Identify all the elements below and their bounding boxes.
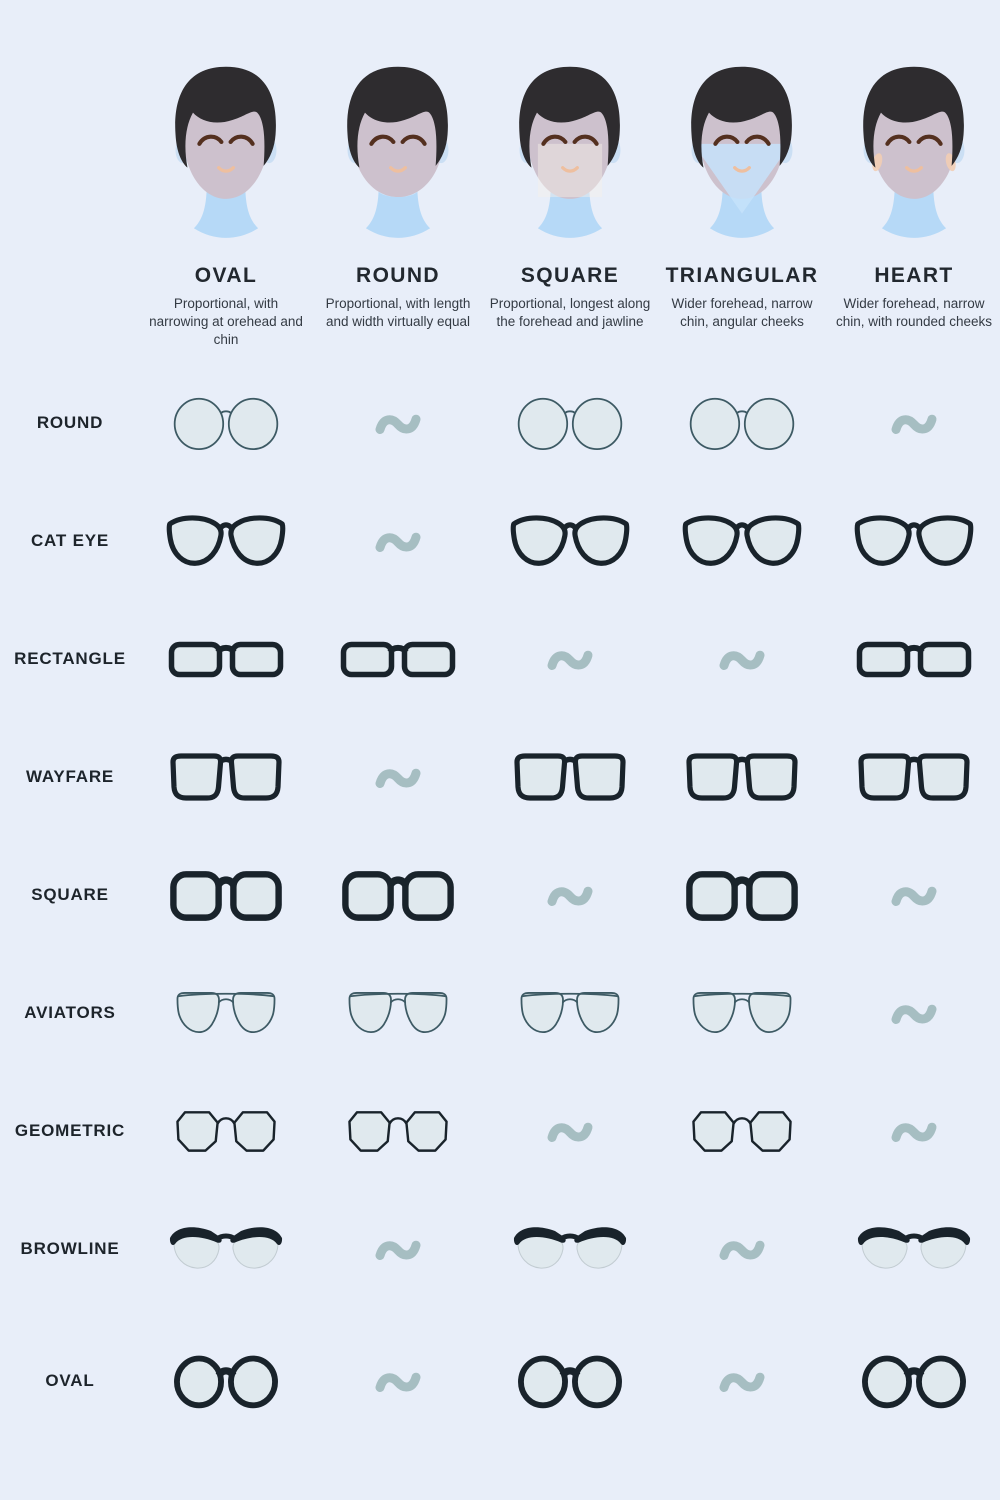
frame-row-wayfare: [0, 718, 1000, 836]
face-shape-description: Wider forehead, narrow chin, angular cheeks: [671, 296, 813, 329]
compatibility-cell: [484, 880, 656, 911]
oval-glasses-icon: [172, 1350, 280, 1412]
tilde-squiggle-icon: [890, 998, 938, 1029]
heart-face-icon: [836, 50, 992, 256]
face-shape-name: HEART: [874, 264, 954, 287]
face-shape-column-square: [484, 50, 656, 348]
compatibility-matrix: [0, 364, 1000, 1440]
face-shape-column-triangular: [656, 50, 828, 348]
frame-type-label: BROWLINE: [20, 1239, 120, 1259]
round-glasses-icon: [686, 392, 798, 454]
compatibility-cell: [312, 982, 484, 1044]
oval-face-icon: [148, 50, 304, 256]
frame-type-label: GEOMETRIC: [14, 1121, 126, 1141]
tilde-squiggle-icon: [718, 1366, 766, 1397]
face-shape-column-round: [312, 50, 484, 348]
face-shape-name: OVAL: [194, 264, 258, 287]
wayfare-glasses-icon: [509, 745, 631, 809]
face-shape-description: Wider forehead, narrow chin, with rounded cheeks: [835, 296, 993, 329]
frame-row-oval: [0, 1322, 1000, 1440]
frame-row-browline: [0, 1190, 1000, 1308]
compatibility-cell: [140, 745, 312, 809]
rectangle-glasses-icon: [337, 627, 459, 691]
compatibility-cell: [484, 745, 656, 809]
frame-type-label: OVAL: [45, 1371, 95, 1391]
cat-eye-glasses-icon: [679, 508, 805, 574]
frame-row-geometric: [0, 1072, 1000, 1190]
aviators-glasses-icon: [170, 982, 282, 1044]
compatibility-cell: [140, 1350, 312, 1412]
compatibility-cell: [312, 862, 484, 928]
face-shape-description: Proportional, with length and width virtually equal: [325, 296, 471, 329]
oval-glasses-icon: [516, 1350, 624, 1412]
browline-glasses-icon: [507, 1217, 633, 1281]
compatibility-cell: [312, 1366, 484, 1397]
compatibility-cell: [828, 998, 1000, 1029]
face-shapes-header: [0, 0, 1000, 348]
tilde-squiggle-icon: [374, 526, 422, 557]
tilde-squiggle-icon: [374, 1234, 422, 1265]
compatibility-cell: [828, 1116, 1000, 1147]
tilde-squiggle-icon: [546, 880, 594, 911]
tilde-squiggle-icon: [374, 408, 422, 439]
compatibility-cell: [140, 392, 312, 454]
frame-row-rectangle: [0, 600, 1000, 718]
face-shape-description: Proportional, longest along the forehead and jawline: [489, 296, 651, 329]
compatibility-cell: [484, 644, 656, 675]
frame-type-label: ROUND: [36, 413, 104, 433]
face-shape-name: TRIANGULAR: [665, 264, 819, 287]
browline-glasses-icon: [163, 1217, 289, 1281]
compatibility-cell: [140, 982, 312, 1044]
tilde-squiggle-icon: [718, 644, 766, 675]
frame-type-label: RECTANGLE: [14, 649, 126, 669]
aviators-glasses-icon: [686, 982, 798, 1044]
tilde-squiggle-icon: [890, 408, 938, 439]
geometric-glasses-icon: [686, 1100, 798, 1162]
face-shape-description: Proportional, with narrowing at orehead and chin: [149, 296, 303, 347]
compatibility-cell: [140, 508, 312, 574]
cat-eye-glasses-icon: [507, 508, 633, 574]
compatibility-cell: [828, 745, 1000, 809]
frame-type-label: CAT EYE: [30, 531, 110, 551]
compatibility-cell: [656, 1100, 828, 1162]
round-glasses-icon: [170, 392, 282, 454]
geometric-glasses-icon: [170, 1100, 282, 1162]
oval-glasses-icon: [860, 1350, 968, 1412]
face-shape-name: SQUARE: [520, 264, 620, 287]
compatibility-cell: [484, 392, 656, 454]
compatibility-cell: [656, 745, 828, 809]
frame-row-round: [0, 364, 1000, 482]
compatibility-cell: [312, 526, 484, 557]
header-spacer: [0, 50, 140, 348]
compatibility-cell: [828, 627, 1000, 691]
frame-row-cat-eye: [0, 482, 1000, 600]
compatibility-cell: [828, 408, 1000, 439]
compatibility-cell: [140, 1217, 312, 1281]
square-glasses-icon: [339, 862, 457, 928]
compatibility-cell: [312, 1100, 484, 1162]
tilde-squiggle-icon: [374, 1366, 422, 1397]
frame-row-aviators: [0, 954, 1000, 1072]
compatibility-cell: [828, 1217, 1000, 1281]
square-glasses-icon: [683, 862, 801, 928]
compatibility-cell: [484, 1116, 656, 1147]
compatibility-cell: [656, 862, 828, 928]
compatibility-cell: [312, 1234, 484, 1265]
compatibility-cell: [828, 508, 1000, 574]
cat-eye-glasses-icon: [851, 508, 977, 574]
triangular-face-icon: [664, 50, 820, 256]
aviators-glasses-icon: [342, 982, 454, 1044]
tilde-squiggle-icon: [374, 762, 422, 793]
compatibility-cell: [140, 1100, 312, 1162]
frame-row-square: [0, 836, 1000, 954]
tilde-squiggle-icon: [546, 1116, 594, 1147]
compatibility-cell: [656, 982, 828, 1044]
tilde-squiggle-icon: [890, 1116, 938, 1147]
compatibility-cell: [656, 1366, 828, 1397]
frame-type-label: SQUARE: [31, 885, 109, 905]
compatibility-cell: [656, 508, 828, 574]
frame-type-label: WAYFARE: [25, 767, 115, 787]
tilde-squiggle-icon: [718, 1234, 766, 1265]
frame-type-label: AVIATORS: [24, 1003, 116, 1023]
compatibility-cell: [140, 862, 312, 928]
compatibility-cell: [484, 1350, 656, 1412]
wayfare-glasses-icon: [165, 745, 287, 809]
square-glasses-icon: [167, 862, 285, 928]
compatibility-cell: [656, 644, 828, 675]
compatibility-cell: [312, 408, 484, 439]
tilde-squiggle-icon: [546, 644, 594, 675]
round-face-icon: [320, 50, 476, 256]
compatibility-cell: [484, 508, 656, 574]
compatibility-cell: [656, 1234, 828, 1265]
compatibility-cell: [828, 880, 1000, 911]
wayfare-glasses-icon: [853, 745, 975, 809]
face-shape-column-oval: [140, 50, 312, 348]
compatibility-cell: [312, 627, 484, 691]
browline-glasses-icon: [851, 1217, 977, 1281]
compatibility-cell: [140, 627, 312, 691]
wayfare-glasses-icon: [681, 745, 803, 809]
cat-eye-glasses-icon: [163, 508, 289, 574]
rectangle-glasses-icon: [853, 627, 975, 691]
compatibility-cell: [312, 762, 484, 793]
square-face-icon: [492, 50, 648, 256]
round-glasses-icon: [514, 392, 626, 454]
compatibility-cell: [828, 1350, 1000, 1412]
compatibility-cell: [484, 1217, 656, 1281]
face-shape-column-heart: [828, 50, 1000, 348]
compatibility-cell: [656, 392, 828, 454]
tilde-squiggle-icon: [890, 880, 938, 911]
geometric-glasses-icon: [342, 1100, 454, 1162]
face-shape-name: ROUND: [356, 264, 440, 287]
rectangle-glasses-icon: [165, 627, 287, 691]
aviators-glasses-icon: [514, 982, 626, 1044]
compatibility-cell: [484, 982, 656, 1044]
